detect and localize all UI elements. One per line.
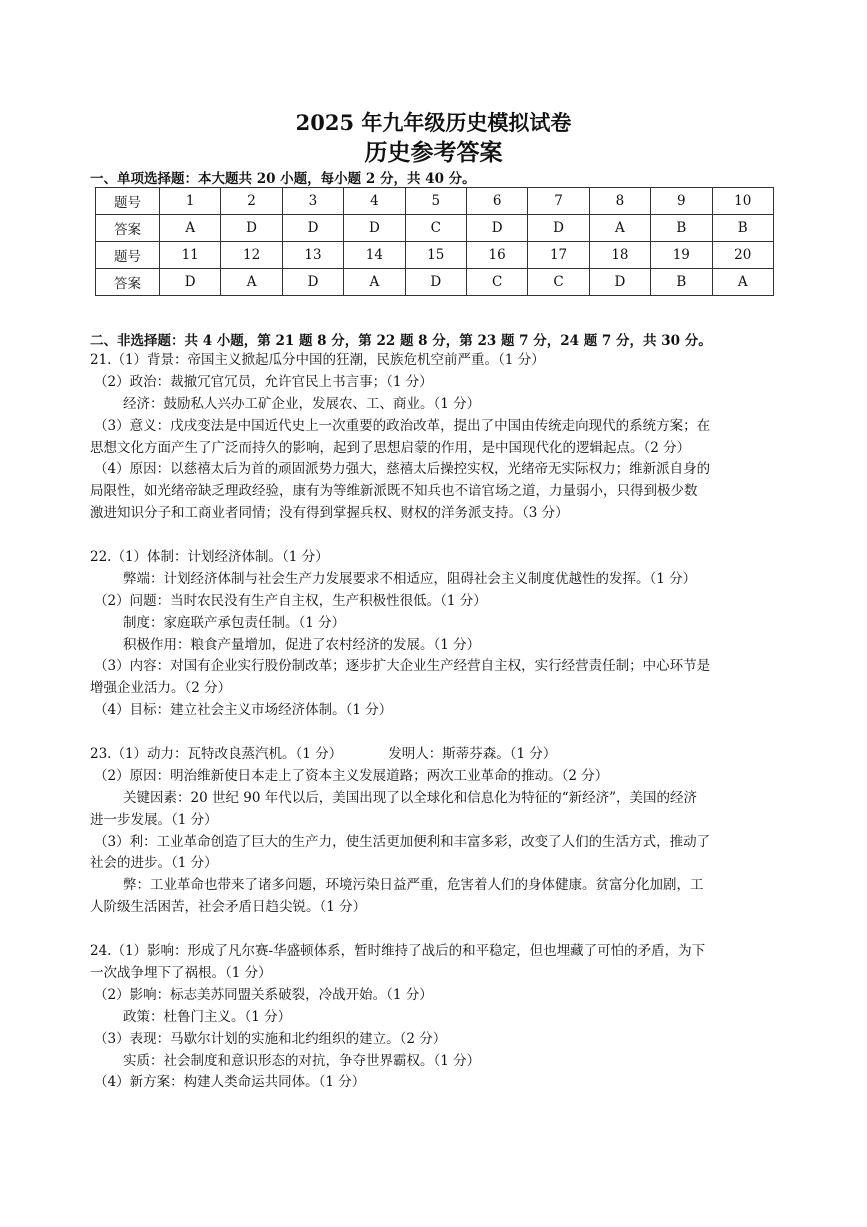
- answer-table-row-header: 题号: [96, 242, 160, 269]
- answer-table-cell: A: [589, 215, 650, 242]
- question-24: [90, 941, 790, 1094]
- answer-line: 实质：社会制度和意识形态的对抗，争夺世界霸权。（1 分）: [123, 1052, 481, 1069]
- answer-table-cell: B: [651, 269, 712, 296]
- answer-line: 积极作用：粮食产量增加，促进了农村经济的发展。（1 分）: [123, 636, 481, 653]
- answer-key-title: 历史参考答案: [364, 139, 503, 166]
- answer-table-cell: 18: [589, 242, 650, 269]
- answer-line: 弊端：计划经济体制与社会生产力发展要求不相适应，阻碍社会主义制度优越性的发挥。（1 分）: [123, 570, 697, 587]
- answer-part: 发明人：斯蒂芬森。（1 分）: [388, 746, 557, 763]
- answer-line: 激进知识分子和工商业者同情；没有得到掌握兵权、财权的洋务派支持。（3 分）: [90, 505, 569, 522]
- answer-line: 思想文化方面产生了广泛而持久的影响，起到了思想启蒙的作用，是中国现代化的逻辑起点。（2 分）: [90, 439, 691, 456]
- section1-heading: 一、单项选择题：本大题共 20 小题，每小题 2 分，共 40 分。: [90, 171, 476, 187]
- answer-table-cell: 5: [405, 188, 466, 215]
- answer-line: 社会的进步。（1 分）: [90, 855, 218, 872]
- answer-table-cell: 7: [528, 188, 589, 215]
- spacer: [90, 722, 790, 744]
- spacer: [90, 525, 790, 547]
- answer-line: （3）意义：戊戌变法是中国近代史上一次重要的政治改革，提出了中国由传统走向现代的系统方案；在: [94, 417, 711, 434]
- answer-table-cell: A: [160, 215, 221, 242]
- answer-table-cell: A: [344, 269, 405, 296]
- answer-table-cell: D: [282, 215, 343, 242]
- answer-line: 一次战争埋下了祸根。（1 分）: [90, 964, 272, 981]
- answer-table-cell: D: [221, 215, 282, 242]
- answer-body: [90, 350, 790, 1094]
- answer-table-row: [96, 269, 774, 296]
- answer-table-cell: 13: [282, 242, 343, 269]
- answer-table-cell: D: [282, 269, 343, 296]
- answer-table-cell: 9: [651, 188, 712, 215]
- answer-table-cell: 14: [344, 242, 405, 269]
- answer-table-row-header: 答案: [96, 269, 160, 296]
- answer-table-cell: C: [528, 269, 589, 296]
- answer-table-cell: 11: [160, 242, 221, 269]
- answer-table-cell: D: [466, 215, 527, 242]
- answer-line: （2）原因：明治维新使日本走上了资本主义发展道路；两次工业革命的推动。（2 分）: [94, 767, 609, 784]
- answer-table-row-header: 题号: [96, 188, 160, 215]
- question-22: [90, 547, 790, 722]
- spacer: [90, 919, 790, 941]
- answer-table-cell: D: [528, 215, 589, 242]
- answer-table-cell: 4: [344, 188, 405, 215]
- answer-line: 经济：鼓励私人兴办工矿企业，发展农、工、商业。（1 分）: [123, 395, 481, 412]
- answer-table-cell: 15: [405, 242, 466, 269]
- answer-table-cell: 1: [160, 188, 221, 215]
- question-21: [90, 350, 790, 525]
- answer-table-cell: 8: [589, 188, 650, 215]
- answer-table-cell: D: [344, 215, 405, 242]
- answer-table-cell: 17: [528, 242, 589, 269]
- answer-line: 制度：家庭联产承包责任制。（1 分）: [123, 614, 346, 631]
- answer-table-cell: D: [589, 269, 650, 296]
- answer-line: （3）表现：马歇尔计划的实施和北约组织的建立。（2 分）: [94, 1030, 447, 1047]
- answer-line: 关键因素：20 世纪 90 年代以后，美国出现了以全球化和信息化为特征的“新经济”，美国的经济: [123, 789, 698, 806]
- section2-heading: 二、非选择题：共 4 小题，第 21 题 8 分，第 22 题 8 分，第 23 题 7 分，24 题 7 分，共 30 分。: [90, 333, 712, 349]
- answer-line: 24.（1）影响：形成了凡尔赛-华盛顿体系，暂时维持了战后的和平稳定，但也埋藏了可怕的矛盾，为下: [90, 943, 706, 960]
- answer-table-row-header: 答案: [96, 215, 160, 242]
- answer-table-cell: A: [221, 269, 282, 296]
- answer-line: 21.（1）背景：帝国主义掀起瓜分中国的狂潮，民族危机空前严重。（1 分）: [90, 352, 545, 368]
- answer-table-cell: B: [712, 215, 773, 242]
- answer-table-cell: D: [160, 269, 221, 296]
- answer-line: （2）影响：标志美苏同盟关系破裂，冷战开始。（1 分）: [94, 986, 433, 1003]
- answer-line: 人阶级生活困苦，社会矛盾日趋尖锐。（1 分）: [90, 899, 367, 916]
- answer-line: 局限性，如光绪帝缺乏理政经验，康有为等维新派既不知兵也不谙官场之道，力量弱小，只得到极少数: [90, 483, 698, 500]
- answer-line: 增强企业活力。（2 分）: [90, 680, 232, 697]
- answer-line: （2）政治：裁撤冗官冗员，允许官民上书言事；（1 分）: [94, 373, 433, 390]
- answer-line: （4）目标：建立社会主义市场经济体制。（1 分）: [94, 702, 393, 719]
- answer-table-cell: 12: [221, 242, 282, 269]
- answer-table-row: [96, 215, 774, 242]
- answer-line: （3）利：工业革命创造了巨大的生产力，使生活更加便利和丰富多彩，改变了人们的生活方式，推动了: [94, 833, 711, 850]
- answer-line: 进一步发展。（1 分）: [90, 811, 218, 828]
- answer-line: [90, 744, 790, 766]
- answer-table-row: [96, 242, 774, 269]
- answer-table-cell: 3: [282, 188, 343, 215]
- exam-title: 2025 年九年级历史模拟试卷: [295, 110, 572, 135]
- answer-line: 弊：工业革命也带来了诸多问题，环境污染日益严重，危害着人们的身体健康。贫富分化加剧，工: [123, 877, 704, 894]
- answer-table: [95, 187, 774, 296]
- answer-line: （4）新方案：构建人类命运共同体。（1 分）: [94, 1074, 366, 1091]
- answer-line: 政策：杜鲁门主义。（1 分）: [123, 1008, 292, 1025]
- answer-line: （3）内容：对国有企业实行股份制改革；逐步扩大企业生产经营自主权，实行经营责任制；中心环节是: [94, 658, 711, 675]
- answer-table-row: [96, 188, 774, 215]
- answer-table-cell: C: [466, 269, 527, 296]
- answer-part: 23.（1）动力：瓦特改良蒸汽机。（1 分）: [90, 746, 343, 763]
- answer-table-cell: A: [712, 269, 773, 296]
- answer-line: （2）问题：当时农民没有生产自主权，生产积极性很低。（1 分）: [94, 592, 487, 609]
- answer-table-cell: B: [651, 215, 712, 242]
- answer-table-cell: 16: [466, 242, 527, 269]
- question-23: [90, 744, 790, 919]
- answer-table-cell: 6: [466, 188, 527, 215]
- answer-table-cell: D: [405, 269, 466, 296]
- answer-table-cell: 10: [712, 188, 773, 215]
- answer-table-cell: C: [405, 215, 466, 242]
- answer-table-cell: 19: [651, 242, 712, 269]
- answer-table-cell: 20: [712, 242, 773, 269]
- answer-table-cell: 2: [221, 188, 282, 215]
- answer-line: （4）原因：以慈禧太后为首的顽固派势力强大，慈禧太后操控实权，光绪帝无实际权力；维新派自身的: [94, 461, 711, 478]
- answer-line: 22.（1）体制：计划经济体制。（1 分）: [90, 549, 329, 566]
